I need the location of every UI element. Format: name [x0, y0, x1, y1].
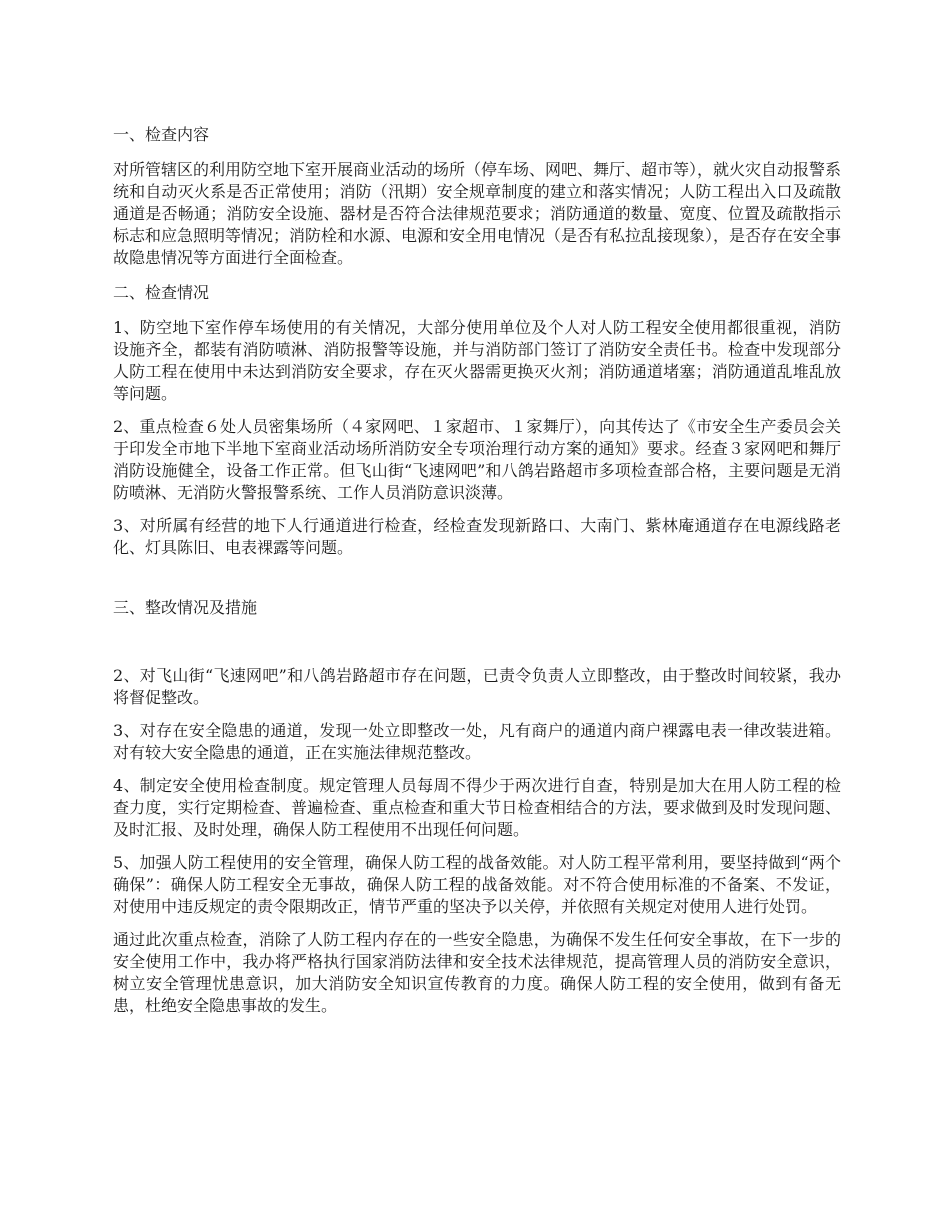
section-2-item-3: 3、对所属有经营的地下人行通道进行检查，经检查发现新路口、大南门、紫林庵通道存在电源线路老化、灯具陈旧、电表裸露等问题。	[113, 516, 841, 557]
conclusion-paragraph: 通过此次重点检查，消除了人防工程内存在的一些安全隐患，为确保不发生任何安全事故，在下一步的安全使用工作中，我办将严格执行国家消防法律和安全技术法律规范，提高管理人员的消防安全意识，树立安全管理忧患意识，加大消防安全知识宣传教育的力度。确保人防工程的安全使用，做到有备无患，杜绝安全隐患事故的发生。	[113, 930, 841, 1015]
section-3-heading: 三、整改情况及措施	[113, 598, 258, 617]
section-1-heading: 一、检查内容	[113, 125, 210, 144]
section-2-item-2: 2、重点检查６处人员密集场所（４家网吧、１家超市、１家舞厅），向其传达了《市安全生产委员会关于印发全市地下半地下室商业活动场所消防安全专项治理行动方案的通知》要求。经查３家网吧和舞厅消防设施健全，设备工作正常。但飞山街“飞速网吧”和八鸽岩路超市多项检查部合格，主要问题是无消防喷淋、无消防火警报警系统、工作人员消防意识淡薄。	[113, 417, 841, 502]
section-3-item-2: 2、对飞山街“飞速网吧”和八鸽岩路超市存在问题，已责令负责人立即整改，由于整改时间较紧，我办将督促整改。	[113, 666, 841, 707]
section-2-item-1: 1、防空地下室作停车场使用的有关情况，大部分使用单位及个人对人防工程安全使用都很重视，消防设施齐全，都装有消防喷淋、消防报警等设施，并与消防部门签订了消防安全责任书。检查中发现部分人防工程在使用中未达到消防安全要求，存在灭火器需更换灭火剂；消防通道堵塞；消防通道乱堆乱放等问题。	[113, 318, 841, 403]
document-body	[113, 122, 841, 1028]
section-3-item-4: 4、制定安全使用检查制度。规定管理人员每周不得少于两次进行自查，特别是加大在用人防工程的检查力度，实行定期检查、普遍检查、重点检查和重大节日检查相结合的方法，要求做到及时发现问题、及时汇报、及时处理，确保人防工程使用不出现任何问题。	[113, 776, 841, 839]
section-1-paragraph: 对所管辖区的利用防空地下室开展商业活动的场所（停车场、网吧、舞厅、超市等），就火灾自动报警系统和自动灭火系是否正常使用；消防（汛期）安全规章制度的建立和落实情况；人防工程出入口及疏散通道是否畅通；消防安全设施、器材是否符合法律规范要求；消防通道的数量、宽度、位置及疏散指示标志和应急照明等情况；消防栓和水源、电源和安全用电情况（是否有私拉乱接现象），是否存在安全事故隐患情况等方面进行全面检查。	[113, 160, 842, 267]
section-3-item-5: 5、加强人防工程使用的安全管理，确保人防工程的战备效能。对人防工程平常利用，要坚持做到“两个确保”：确保人防工程安全无事故，确保人防工程的战备效能。对不符合使用标准的不备案、不发证，对使用中违反规定的责令限期改正，情节严重的坚决予以关停，并依照有关规定对使用人进行处罚。	[113, 853, 841, 916]
section-3-item-3: 3、对存在安全隐患的通道，发现一处立即整改一处，凡有商户的通道内商户裸露电表一律改装进箱。对有较大安全隐患的通道，正在实施法律规范整改。	[113, 721, 841, 762]
section-2-heading: 二、检查情况	[113, 283, 210, 302]
